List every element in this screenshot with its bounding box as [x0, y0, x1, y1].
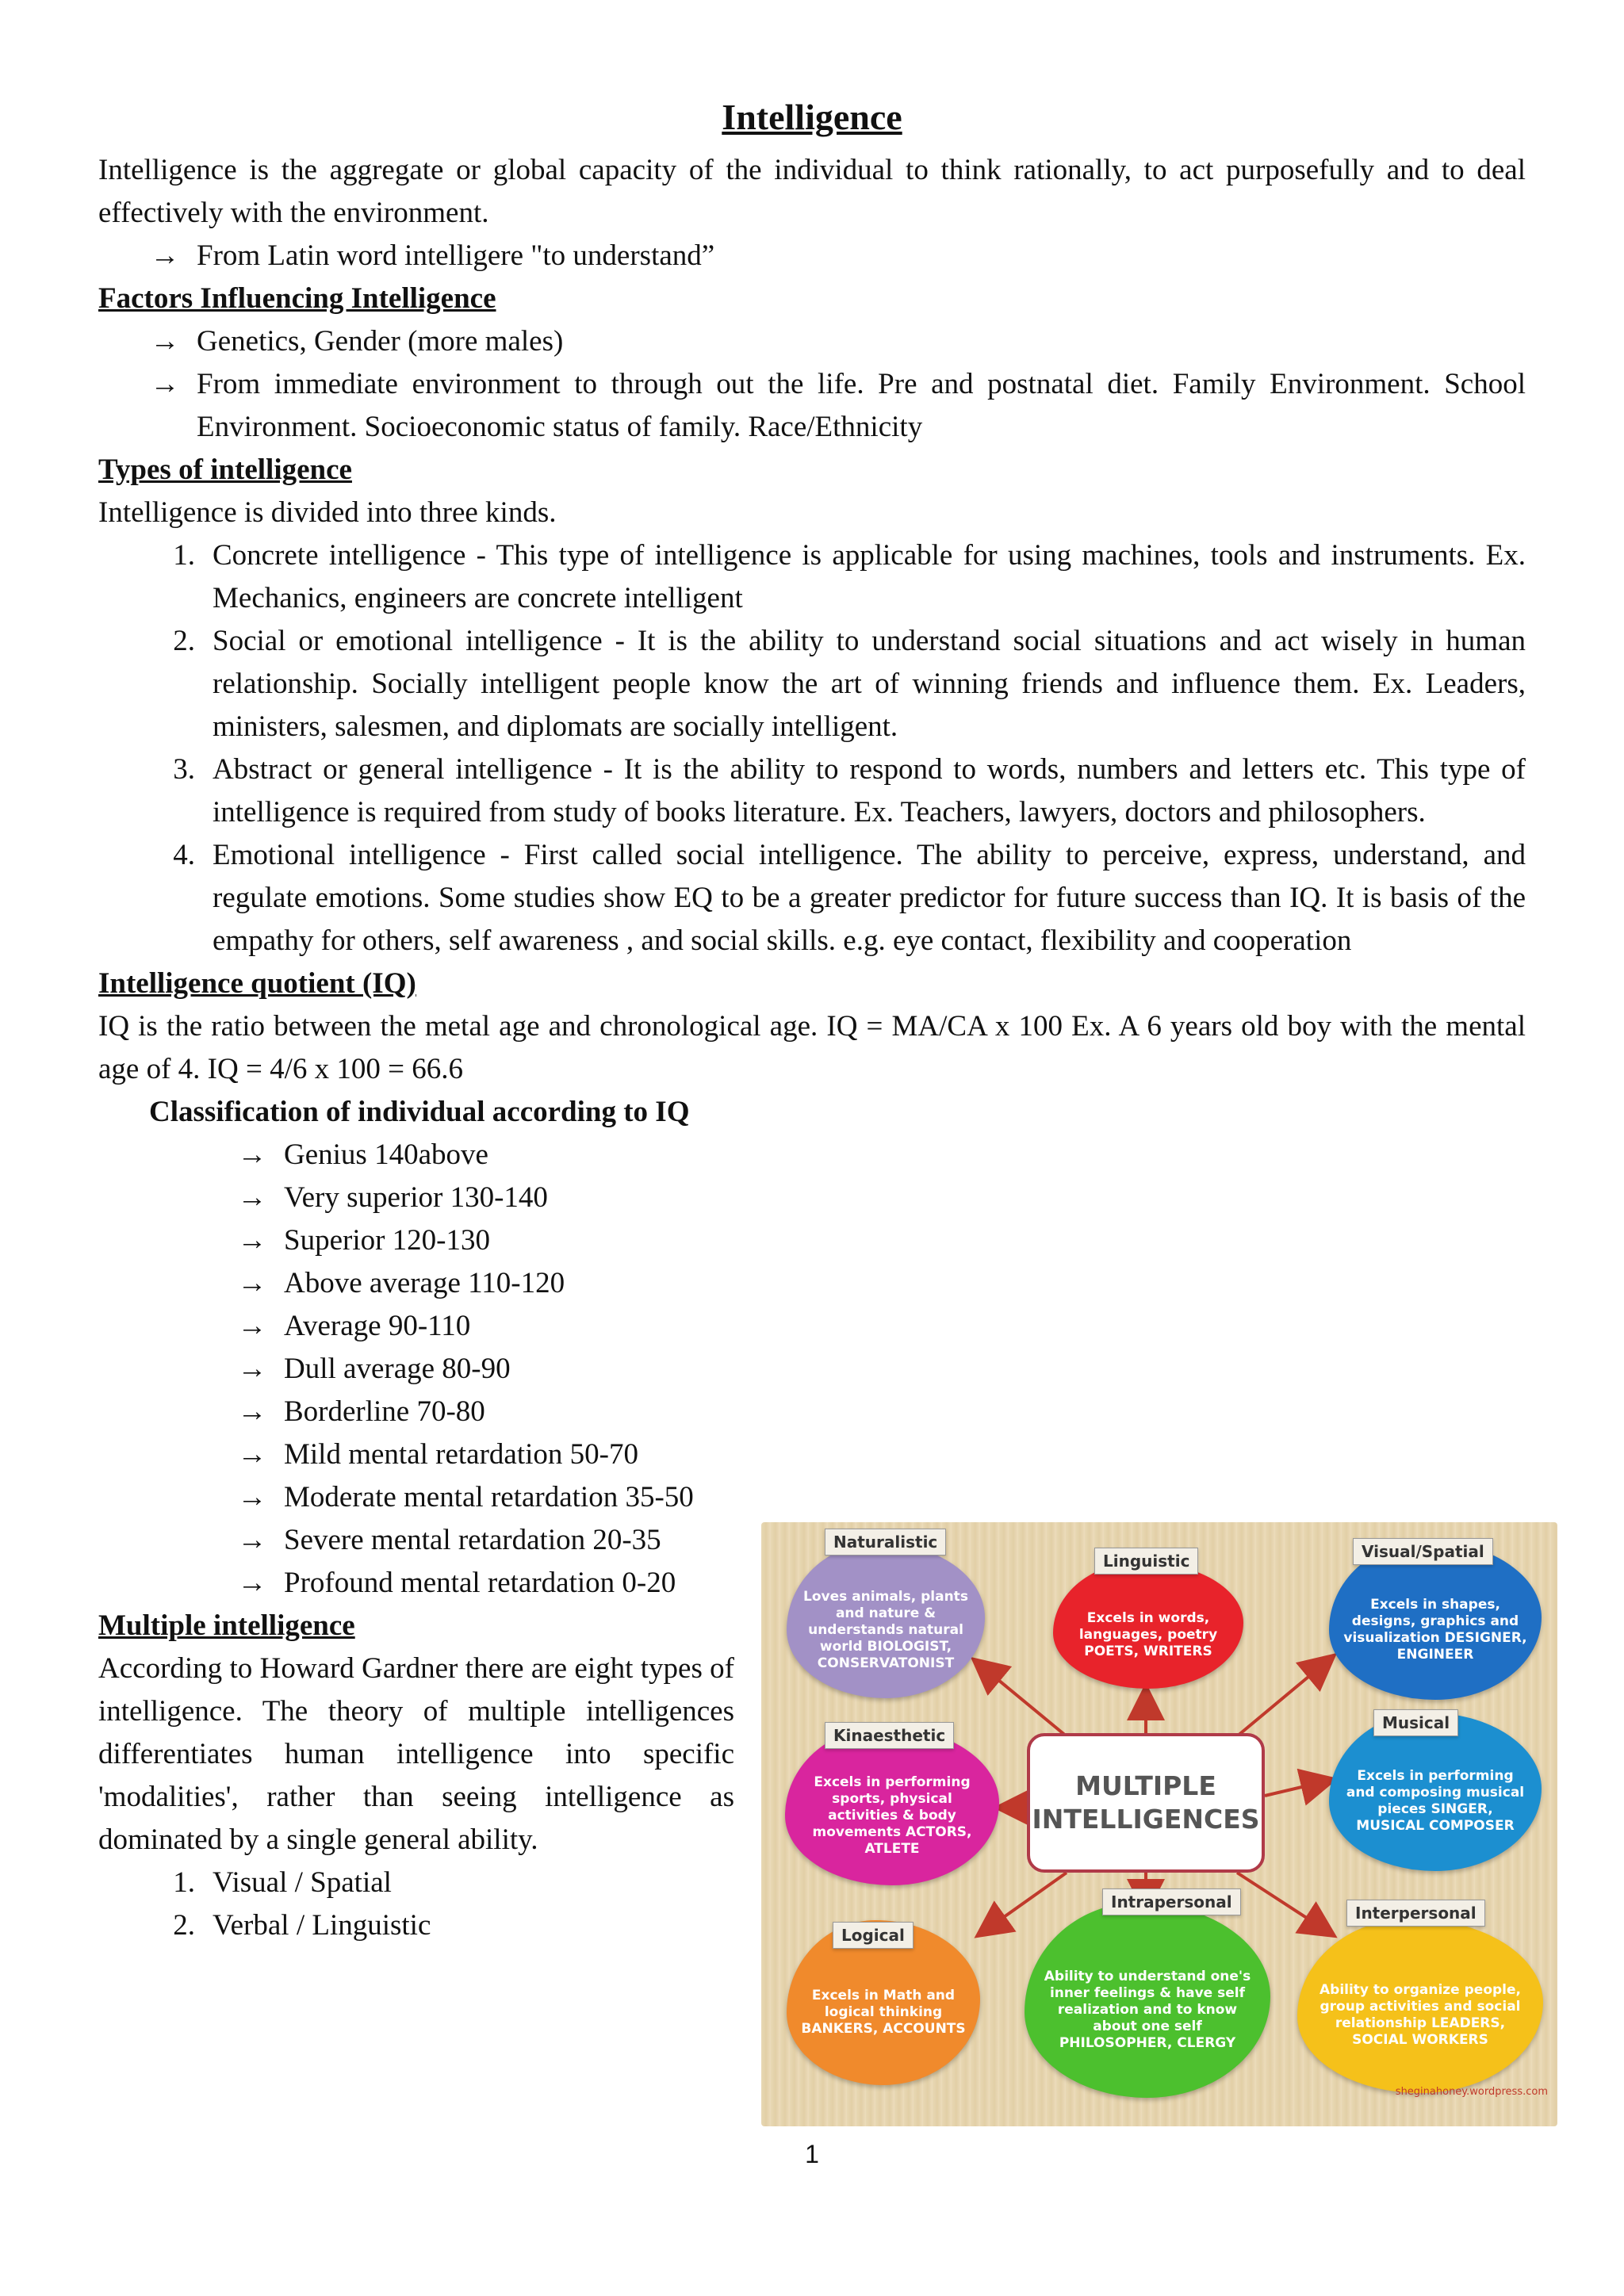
multiple-heading: Multiple intelligence — [98, 1609, 355, 1642]
naturalistic-label: Naturalistic — [825, 1529, 946, 1556]
iq-class-item: → Genius 140above — [98, 1134, 1526, 1177]
factor-item: → Genetics, Gender (more males) — [98, 320, 1526, 363]
multiple-item: 2. Verbal / Linguistic — [173, 1909, 431, 1942]
musical-label: Musical — [1373, 1709, 1458, 1736]
iq-class-item: → Very superior 130-140 — [98, 1177, 1526, 1219]
arrow-icon: → — [237, 1267, 267, 1299]
linguistic-label: Linguistic — [1094, 1548, 1198, 1575]
iq-class-item: → Average 90-110 — [98, 1305, 1526, 1348]
definition-paragraph: Intelligence is the aggregate or global capacity of the individual to think rationally, to act purposefully and to deal effectively with the environment. — [98, 154, 1526, 229]
interpersonal-label: Interpersonal — [1346, 1900, 1485, 1927]
arrow-to-interpersonal — [1237, 1873, 1332, 1934]
logical-label: Logical — [833, 1922, 914, 1949]
iq-class-item: → Borderline 70-80 — [98, 1391, 1526, 1433]
arrow-to-musical — [1265, 1780, 1332, 1796]
intrapersonal-label: Intrapersonal — [1102, 1888, 1241, 1915]
figure-credit: sheginahoney.wordpress.com — [1395, 2086, 1548, 2098]
iq-class-item: → Mild mental retardation 50-70 — [98, 1433, 1526, 1476]
iq-paragraph: IQ is the ratio between the metal age and chronological age. IQ = MA/CA x 100 Ex. A 6 years old boy with the mental age of 4. IQ = 4/6 x 100 = 66.6 — [98, 1010, 1526, 1085]
type-item: 2. Social or emotional intelligence - It is the ability to understand social situations and act wisely in human relationship. Socially intelligent people know the art of winning friends and influence them. Ex. Leaders, ministers, salesmen, and diplomats are socially intelligent. — [173, 625, 1526, 743]
factors-heading: Factors Influencing Intelligence — [98, 282, 496, 315]
arrow-icon: → — [237, 1567, 267, 1599]
arrow-icon: → — [237, 1310, 267, 1342]
origin-item: → From Latin word intelligere "to understand” — [98, 235, 1526, 277]
type-item: 4. Emotional intelligence - First called social intelligence. The ability to perceive, express, understand, and regulate emotions. Some studies show EQ to be a greater predictor for future success than IQ. It is basis of the empathy for others, self awareness , and social skills. e.g. eye contact, flexibility and cooperation — [173, 839, 1526, 957]
multiple-intelligences-figure — [761, 1522, 1557, 2126]
page-title: Intelligence — [722, 97, 902, 137]
arrow-to-logical — [979, 1873, 1067, 1934]
arrow-to-naturalistic — [975, 1661, 1067, 1736]
linguistic-cloud: Excels in words, languages, poetry POETS, WRITERS — [1053, 1562, 1243, 1689]
type-item: 3. Abstract or general intelligence - It is the ability to respond to words, numbers and letters etc. This type of intelligence is required from study of books literature. Ex. Teachers, lawyers, doctors and philosophers. — [173, 753, 1526, 828]
kinaesthetic-label: Kinaesthetic — [825, 1722, 954, 1749]
iq-class-item: → Dull average 80-90 — [98, 1348, 1526, 1391]
logical-cloud: Excels in Math and logical thinking BANKERS, ACCOUNTS — [787, 1920, 980, 2085]
multiple-paragraph: According to Howard Gardner there are eight types of intelligence. The theory of multiple intelligences differentiates human intelligence into specific 'modalities', rather than seeing intelligence as dominated by a single general ability. — [98, 1652, 734, 1856]
multiple-intelligences-title: MULTIPLE INTELLIGENCES — [1027, 1733, 1265, 1873]
arrow-icon: → — [237, 1138, 267, 1171]
intrapersonal-cloud: Ability to understand one's inner feelings & have self realization and to know about one self PHILOSOPHER, CLERGY — [1025, 1903, 1270, 2098]
musical-cloud: Excels in performing and composing musical pieces SINGER, MUSICAL COMPOSER — [1329, 1712, 1542, 1871]
interpersonal-cloud: Ability to organize people, group activities and social relationship LEADERS, SOCIAL WORKERS — [1297, 1919, 1543, 2093]
factor-item: → From immediate environment to through out the life. Pre and postnatal diet. Family Environment. School Environment. Socioeconomic status of family. Race/Ethnicity — [98, 363, 1526, 449]
types-intro: Intelligence is divided into three kinds. — [98, 496, 557, 529]
arrow-icon: → — [237, 1395, 267, 1428]
visual-spatial-cloud: Excels in shapes, designs, graphics and visualization DESIGNER, ENGINEER — [1329, 1541, 1542, 1700]
arrow-icon: → — [150, 368, 180, 400]
iq-class-item: → Severe mental retardation 20-35 — [98, 1519, 1526, 1562]
type-item: 1. Concrete intelligence - This type of intelligence is applicable for using machines, tools and instruments. Ex. Mechanics, engineers are concrete intelligent — [173, 539, 1526, 614]
page-number: 1 — [805, 2140, 819, 2168]
arrow-icon: → — [237, 1181, 267, 1214]
kinaesthetic-cloud: Excels in performing sports, physical activities & body movements ACTORS, ATLETE — [785, 1727, 999, 1885]
arrow-icon: → — [237, 1481, 267, 1513]
arrow-icon: → — [150, 239, 180, 272]
iq-heading: Intelligence quotient (IQ) — [98, 967, 416, 1000]
iq-class-item: → Above average 110-120 — [98, 1262, 1526, 1305]
multiple-item: 1. Visual / Spatial — [173, 1866, 392, 1899]
naturalistic-cloud: Loves animals, plants and nature & understands natural world BIOLOGIST, CONSERVATONIST — [787, 1543, 985, 1698]
arrow-icon: → — [237, 1353, 267, 1385]
arrow-icon: → — [237, 1524, 267, 1556]
iq-class-item: → Profound mental retardation 0-20 — [98, 1562, 1526, 1605]
iq-class-item: → Moderate mental retardation 35-50 — [98, 1476, 1526, 1519]
types-heading: Types of intelligence — [98, 453, 352, 486]
iq-class-item: → Superior 120-130 — [98, 1219, 1526, 1262]
visual-spatial-label: Visual/Spatial — [1353, 1538, 1493, 1565]
iq-classification-heading: Classification of individual according to IQ — [149, 1096, 690, 1128]
arrow-to-visual — [1237, 1657, 1332, 1736]
arrow-icon: → — [150, 325, 180, 358]
arrow-icon: → — [237, 1224, 267, 1257]
arrow-icon: → — [237, 1438, 267, 1471]
multiple-intelligence-section — [98, 1605, 734, 1947]
